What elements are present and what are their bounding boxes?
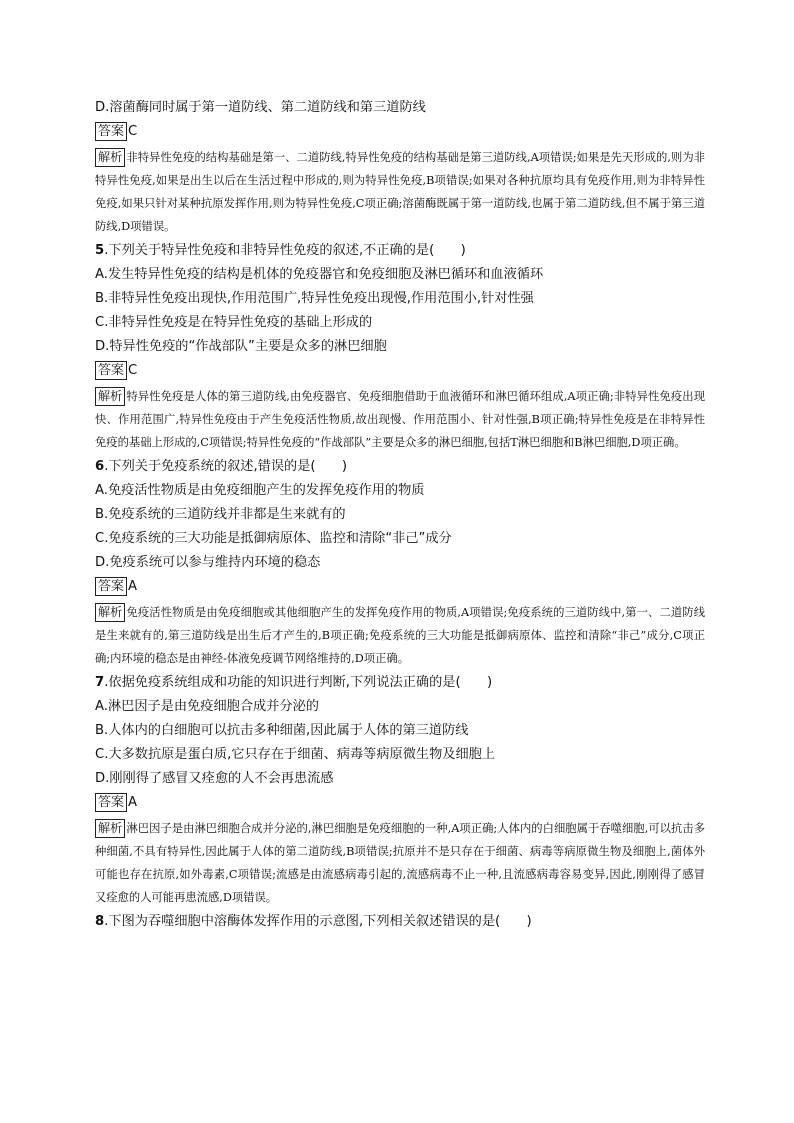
q6-analysis [95, 601, 705, 670]
answer-tag: 答案 [95, 793, 127, 812]
q5-number: 5 [95, 243, 105, 258]
analysis-tag: 解析 [95, 603, 125, 622]
q5-option-b: B.非特异性免疫出现快,作用范围广,特异性免疫出现慢,作用范围小,针对性强 [95, 291, 534, 306]
q5-option-c: C.非特异性免疫是在特异性免疫的基础上形成的 [95, 315, 373, 330]
q7-answer-value: A [128, 795, 138, 810]
q5-stem-text: .下列关于特异性免疫和非特异性免疫的叙述,不正确的是( ) [104, 243, 466, 258]
document-page [95, 96, 705, 934]
analysis-tag: 解析 [95, 148, 125, 167]
q7-option-d: D.刚刚得了感冒又痊愈的人不会再患流感 [95, 771, 334, 786]
answer-tag: 答案 [95, 577, 127, 596]
q7-option-b: B.人体内的白细胞可以抗击多种细菌,因此属于人体的第三道防线 [95, 723, 469, 738]
question-5 [95, 239, 705, 454]
q8-stem-text: .下图为吞噬细胞中溶酶体发挥作用的示意图,下列相关叙述错误的是( ) [104, 914, 532, 929]
q4-analysis [95, 146, 705, 238]
q6-answer-value: A [128, 579, 138, 594]
analysis-tag: 解析 [95, 819, 125, 838]
question-7 [95, 671, 705, 909]
q6-stem [95, 455, 705, 479]
q7-answer [95, 792, 705, 814]
answer-tag: 答案 [95, 122, 127, 141]
q5-option-d: D.特异性免疫的“作战部队”主要是众多的淋巴细胞 [95, 339, 387, 354]
q5-option-a: A.发生特异性免疫的结构是机体的免疫器官和免疫细胞及淋巴循环和血液循环 [95, 267, 544, 282]
question-8 [95, 910, 705, 934]
q8-number: 8 [95, 914, 105, 929]
q7-stem-text: .依据免疫系统组成和功能的知识进行判断,下列说法正确的是( ) [104, 675, 493, 690]
analysis-tag: 解析 [95, 387, 125, 406]
q7-stem [95, 671, 705, 695]
q4-answer-value: C [128, 124, 138, 139]
q6-stem-text: .下列关于免疫系统的叙述,错误的是( ) [104, 459, 348, 474]
q7-option-c: C.大多数抗原是蛋白质,它只存在于细菌、病毒等病原微生物及细胞上 [95, 747, 496, 762]
q7-option-a: A.淋巴因子是由免疫细胞合成并分泌的 [95, 699, 319, 714]
q6-option-c: C.免疫系统的三大功能是抵御病原体、监控和清除“非己”成分 [95, 531, 452, 546]
q5-stem [95, 239, 705, 263]
q8-stem [95, 910, 705, 934]
q5-analysis [95, 385, 705, 454]
q6-number: 6 [95, 459, 105, 474]
q6-analysis-text: 免疫活性物质是由免疫细胞或其他细胞产生的发挥免疫作用的物质,A项错误;免疫系统的三道防线中,第一、二道防线是生来就有的,第三道防线是出生后才产生的,B项正确;免疫系统的三大功能是抵御病原体、监控和清除“非己”成分,C项正确;内环境的稳态是由神经-体液免疫调节网络维持的,D项正确。 [95, 606, 705, 665]
answer-tag: 答案 [95, 361, 127, 380]
q5-answer-value: C [128, 363, 138, 378]
q4-analysis-text: 非特异性免疫的结构基础是第一、二道防线,特异性免疫的结构基础是第三道防线,A项错误;如果是先天形成的,则为非特异性免疫,如果是出生以后在生活过程中形成的,则为特异性免疫,B项错误;如果对各种抗原均具有免疫作用,则为非特异性免疫,如果只针对某种抗原发挥作用,则为特异性免疫,C项正确;溶菌酶既属于第一道防线,也属于第二道防线,但不属于第三道防线,D项错误。 [95, 151, 705, 233]
q5-answer [95, 360, 705, 382]
q6-answer [95, 576, 705, 598]
q4-answer [95, 121, 705, 143]
q5-analysis-text: 特异性免疫是人体的第三道防线,由免疫器官、免疫细胞借助于血液循环和淋巴循环组成,A项正确;非特异性免疫出现快、作用范围广,特异性免疫由于产生免疫活性物质,故出现慢、作用范围小、针对性强,B项正确;特异性免疫是在非特异性免疫的基础上形成的,C项错误;特异性免疫的“作战部队”主要是众多的淋巴细胞,包括T淋巴细胞和B淋巴细胞,D项正确。 [95, 390, 705, 449]
q4-option-d: D.溶菌酶同时属于第一道防线、第二道防线和第三道防线 [95, 100, 426, 115]
question-6 [95, 455, 705, 670]
q6-option-b: B.免疫系统的三道防线并非都是生来就有的 [95, 507, 346, 522]
q6-option-a: A.免疫活性物质是由免疫细胞产生的发挥免疫作用的物质 [95, 483, 425, 498]
q6-option-d: D.免疫系统可以参与维持内环境的稳态 [95, 555, 321, 570]
q7-analysis-text: 淋巴因子是由淋巴细胞合成并分泌的,淋巴细胞是免疫细胞的一种,A项正确;人体内的白细胞属于吞噬细胞,可以抗击多种细菌,不具有特异性,因此属于人体的第二道防线,B项错误;抗原并不是只存在于细菌、病毒等病原微生物及细胞上,菌体外可能也存在抗原,如外毒素,C项错误;流感是由流感病毒引起的,流感病毒不止一种,且流感病毒容易变异,因此,刚刚得了感冒又痊愈的人可能再患流感,D项错误。 [95, 822, 705, 904]
q7-analysis [95, 817, 705, 909]
q7-number: 7 [95, 675, 105, 690]
